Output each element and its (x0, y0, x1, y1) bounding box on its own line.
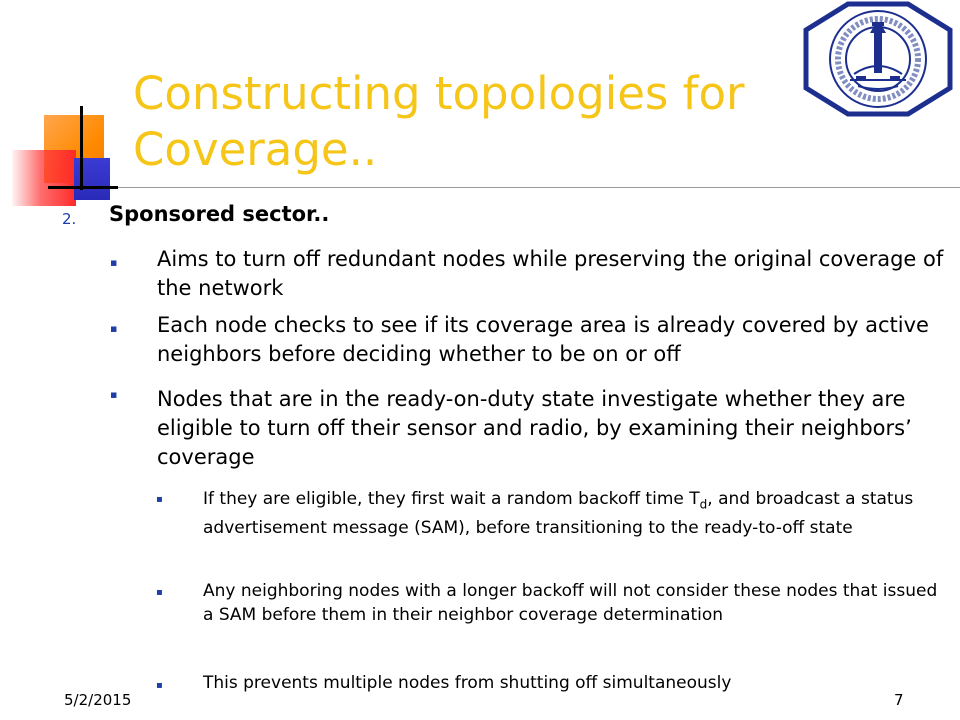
dark-line-decoration (48, 186, 118, 189)
bullet-text: Aims to turn off redundant nodes while preserving the original coverage of the network (157, 247, 944, 300)
vertical-line-decoration (80, 106, 83, 190)
sub-bullet-text-part: , and broadcast a status advertisement message (SAM), before transitioning to the ready-to-off state (203, 489, 914, 539)
sub-bullet-text (203, 487, 953, 540)
footer-date: 5/2/2015 (64, 691, 132, 709)
bullet-text: Each node checks to see if its coverage area is already covered by active neighbors before deciding whether to be on or off (157, 313, 929, 366)
subscript-d: d (699, 497, 708, 512)
bullet-square-icon: ▪ (110, 388, 118, 401)
sub-bullet-square-icon: ▪ (156, 494, 163, 505)
red-square-decoration (12, 150, 76, 206)
page-number: 7 (894, 691, 904, 709)
section-heading: Sponsored sector.. (109, 202, 330, 226)
title-underline (118, 187, 960, 188)
slide-title: Constructing topologies for Coverage.. (133, 67, 745, 176)
sub-bullet-text-part: If they are eligible, they first wait a random backoff time T (203, 489, 700, 509)
university-logo (800, 0, 956, 118)
bullet-square-icon: ▪ (110, 322, 118, 335)
sub-bullet-square-icon: ▪ (156, 587, 163, 598)
sub-bullet-text: This prevents multiple nodes from shutting off simultaneously (203, 673, 732, 693)
bullet-square-icon: ▪ (110, 256, 118, 269)
sub-bullet-square-icon: ▪ (156, 680, 163, 691)
seal-icon (800, 0, 956, 118)
bullet-text: Nodes that are in the ready-on-duty state investigate whether they are eligible to turn off their sensor and radio, by examining their neighbors’ coverage (157, 387, 912, 469)
sub-bullet-text: Any neighboring nodes with a longer backoff will not consider these nodes that issued a SAM before them in their neighbor coverage determination (203, 581, 938, 625)
section-number: 2. (62, 210, 77, 228)
